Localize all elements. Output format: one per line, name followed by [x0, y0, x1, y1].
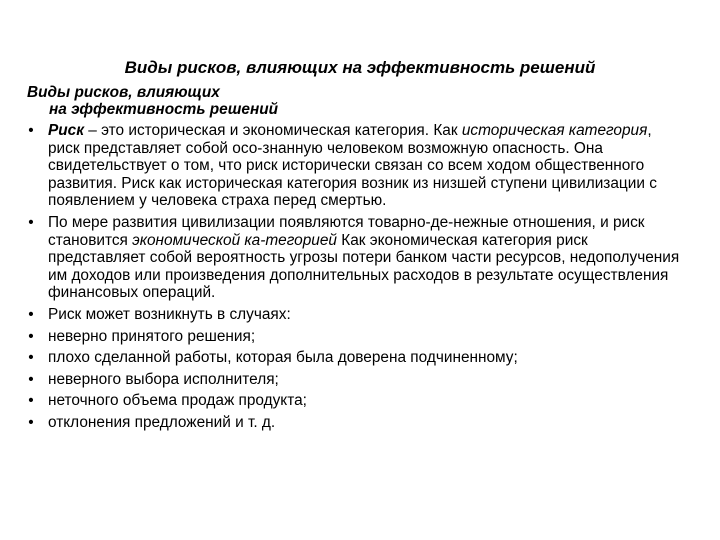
subtitle-line-1: Виды рисков, влияющих — [27, 84, 220, 101]
item2-text-a: По мере развития цивилизации появляются товарно-де-нежные отношения, и риск становится — [48, 213, 645, 249]
bullet-icon: • — [28, 349, 34, 367]
list-item — [25, 306, 685, 324]
list-item — [25, 392, 685, 410]
subtitle-line-2: на эффективность решений — [49, 101, 279, 118]
list-item-economic-category — [25, 214, 685, 302]
bullet-list — [25, 122, 685, 432]
slide-subtitle — [27, 84, 387, 118]
list-item-risk-definition — [25, 122, 685, 210]
list-item-text: неверно принятого решения; — [48, 327, 256, 345]
list-item-text: Риск может возникнуть в случаях: — [48, 305, 291, 323]
bullet-icon: • — [28, 327, 34, 345]
list-item — [25, 414, 685, 432]
item2-text-b: Как экономическая категория риск представляет собой вероятность угрозы потери банком части ресурсов, недополучения им доходов или произведения дополнительных расходов в результате осуществления финансовых операций. — [48, 231, 680, 302]
list-item-text: отклонения предложений и т. д. — [48, 413, 276, 431]
list-item-text: неверного выбора исполнителя; — [48, 370, 279, 388]
bullet-icon: • — [28, 370, 34, 388]
bullet-icon: • — [28, 305, 34, 323]
list-item-text: неточного объема продаж продукта; — [48, 392, 307, 410]
list-item — [25, 371, 685, 389]
item1-text-b: , риск представляет собой осо-знанную человеком возможную опасность. Она свидетельствует о том, что риск исторически связан со всем ходом общественного развития. Риск как историческая категория возник из низшей ступени цивилизации с появлением у человека страха перед смертью. — [48, 122, 657, 210]
bullet-icon: • — [28, 392, 34, 410]
term-risk: Риск — [48, 122, 85, 139]
item2-italic-economic: экономической ка-тегорией — [132, 231, 337, 249]
item1-italic-historical: историческая категория — [461, 122, 648, 139]
list-item — [25, 349, 685, 367]
slide-title: Виды рисков, влияющих на эффективность решений — [124, 58, 596, 77]
bullet-icon: • — [28, 122, 34, 139]
list-item — [25, 328, 685, 346]
item1-text-a: – это историческая и экономическая категория. Как — [84, 122, 462, 139]
bullet-icon: • — [28, 213, 34, 231]
bullet-icon: • — [28, 413, 34, 431]
list-item-text: плохо сделанной работы, которая была доверена подчиненному; — [48, 349, 518, 367]
